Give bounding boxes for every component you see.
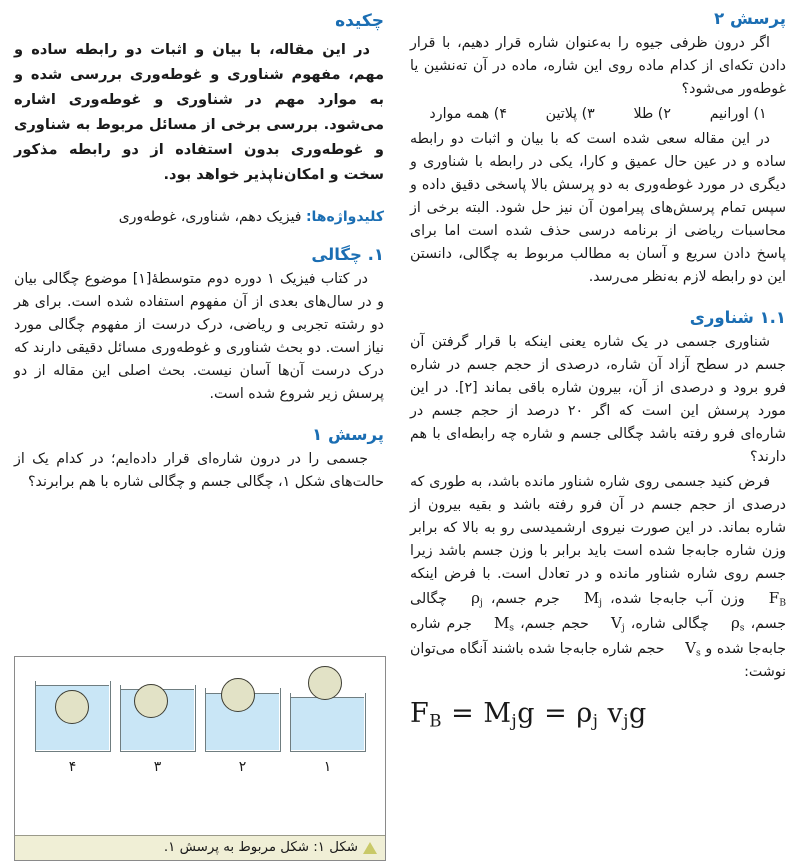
beaker-label: ۱ [323,759,332,775]
question-two-heading: پرسش ۲ [714,9,786,28]
variable-fb: $F_B$ [768,589,787,609]
left-column [400,0,800,867]
abstract-text: در این مقاله، با بیان و اثبات دو رابطه ساده و مهم، مفهوم شناوری و غوطه‌وری بررسی شده و به موارد مهم در شناوری و غوطه‌وری اشاره می‌شود. بررسی برخی از مسائل مربوط به شناوری و غوطه‌وری بدون استفاده از دو رابطه مذکور سخت و امکان‌ناپذیر خواهد بود. [14,40,384,184]
question-two-choice: ۲) طلا [633,106,671,123]
beaker-unit [290,678,366,775]
beaker-unit [205,678,281,775]
buoyancy-text-part-2: وزن آب جابه‌جا شده، [610,591,745,608]
water-body [291,697,364,750]
figure-canvas [15,657,385,835]
question-two-choice: ۱) اورانیم [709,106,767,123]
question-one-heading: پرسش ۱ [312,425,384,445]
question-two-choice: ۴) همه موارد [429,106,507,123]
question-two-text: اگر درون ظرفی جیوه را به‌عنوان شاره قرار دهیم، با قرار دادن تکه‌ای از کدام ماده روی این شاره، ماده در آن ته‌نشین یا غوطه‌ور می‌شود؟ [410,35,786,98]
keywords-label: کلیدواژه‌ها: [305,208,384,225]
keywords-value: فیزیک دهم، شناوری، غوطه‌وری [118,208,302,225]
spacer [14,228,384,244]
section-density-paragraph: در کتاب فیزیک ۱ دوره دوم متوسطهٔ[۱] موضوع چگالی بیان و در سال‌های بعدی از آن مفهوم استفاده شده است. برای هر دو رشته تجربی و ریاضی، درک درست از مفهوم چگالی مورد نیاز است. دو بحث شناوری و غوطه‌وری مسائل دقیقی دارند که درک درست آن‌ها آسان نیست. بحث اصلی این مقاله از دو پرسش زیر شروع شده است. [14,271,384,403]
submerged-ball [221,678,255,712]
variable-ms: $M_s$ [493,614,515,634]
section-buoyancy-paragraph-one: شناوری جسمی در یک شاره یعنی اینکه با قرار گرفتن آن جسم در سطح آزاد آن شاره، درصدی از حجم جسم در شاره فرو برود و درصدی از آن، بیرون شاره باقی بماند [۲]. در این مورد پرسش این است که اگر ۲۰ درصد از حجم جسم در شاره‌ای فرو رفته باشد چگالی جسم و شاره چه رابطه‌ای با هم دارند؟ [410,334,786,466]
beaker-unit [120,678,196,775]
figure-caption-bar [15,835,385,860]
beaker [120,678,196,752]
variable-rho-s: $\rho_s$ [730,614,745,634]
formula-equals-2: = [544,698,568,730]
question-one-text: جسمی را در درون شاره‌ای قرار داده‌ایم؛ در کدام یک از حالت‌های شکل ۱، چگالی جسم و چگالی شاره با هم برابرند؟ [14,451,384,491]
buoyancy-text-part-8: حجم شاره جابه‌جا شده باشند آنگاه می‌توان نوشت: [410,641,786,681]
section-buoyancy-heading: ۱.۱ شناوری [689,307,786,327]
buoyancy-text-part-1: فرض کنید جسمی روی شاره شناور مانده باشد، به طوری که درصدی از حجم جسم در آن فرو رفته باشد و بقیه بیرون از شاره بماند. در این صورت نیروی ارشمیدسی رو به بالا که برابر وزن شاره جابه‌جا شده است باید برابر با وزن جسم باشد زیرا جسم روی شاره شناور مانده و در تعادل است. با فرض اینکه [410,474,786,583]
variable-rho-j: $\rho_j$ [471,589,483,609]
buoyancy-text-part-7: جرم شاره جابه‌جا شده و [410,616,786,658]
beaker [205,678,281,752]
beaker-label: ۴ [68,759,77,775]
spacer [14,408,384,424]
formula-mjg: $M_jg$ [483,698,536,731]
beaker [35,678,111,752]
formula-fb: $F_B$ [410,698,443,731]
variable-mj: $M_j$ [583,589,603,609]
buoyancy-text-part-5: چگالی شاره، [630,616,709,633]
variable-vs: $V_s$ [685,639,701,659]
abstract-heading: چکیده [335,11,384,31]
question-two-choices [410,103,786,126]
question-two-choice: ۳) پلاتین [545,106,595,123]
buoyancy-text-part-6: حجم جسم، [520,616,589,633]
triangle-marker-icon [363,842,377,854]
buoyancy-text-part-4: چگالی جسم‌، [410,591,787,633]
intro-paragraph: در این مقاله سعی شده است که با بیان و اثبات دو رابطه ساده و در عین حال عمیق و کارا، یکی در رابطه با شناوری و دیگری در مورد غوطه‌وری به دو پرسش بالا پاسخی دقیق داده و سپس تمام پرسش‌های پیرامون آن نیز حل شود. البته برخی از محاسبات ریاضی از برنامه درسی حذف شده است اما برای پاسخ دادن سریع و آسان به مطالب مربوط به چگالی، دانستن این دو رابطه لازم به‌نظر می‌رسد. [410,130,786,285]
beaker-label: ۳ [153,759,162,775]
section-buoyancy-paragraph-two [410,471,786,684]
spacer [410,291,786,307]
figure-caption-text: شکل ۱: شکل مربوط به پرسش ۱. [163,840,358,855]
submerged-ball [55,690,89,724]
formula-equals-1: = [451,698,475,730]
buoyancy-formula [410,698,786,731]
figure-1 [14,656,386,861]
submerged-ball [134,684,168,718]
beaker-unit [35,678,111,775]
formula-vjg: $v_jg$ [607,698,647,731]
variable-vj: $V_j$ [610,614,625,634]
submerged-ball [308,666,342,700]
formula-rho-j: $\rho_j$ [576,698,599,731]
beaker-row [15,657,385,775]
beaker-label: ۲ [238,759,247,775]
beaker [290,678,366,752]
section-density-heading: ۱. چگالی [311,244,384,264]
keywords-line [14,206,384,228]
buoyancy-text-part-3: جرم جسم، [490,591,560,608]
